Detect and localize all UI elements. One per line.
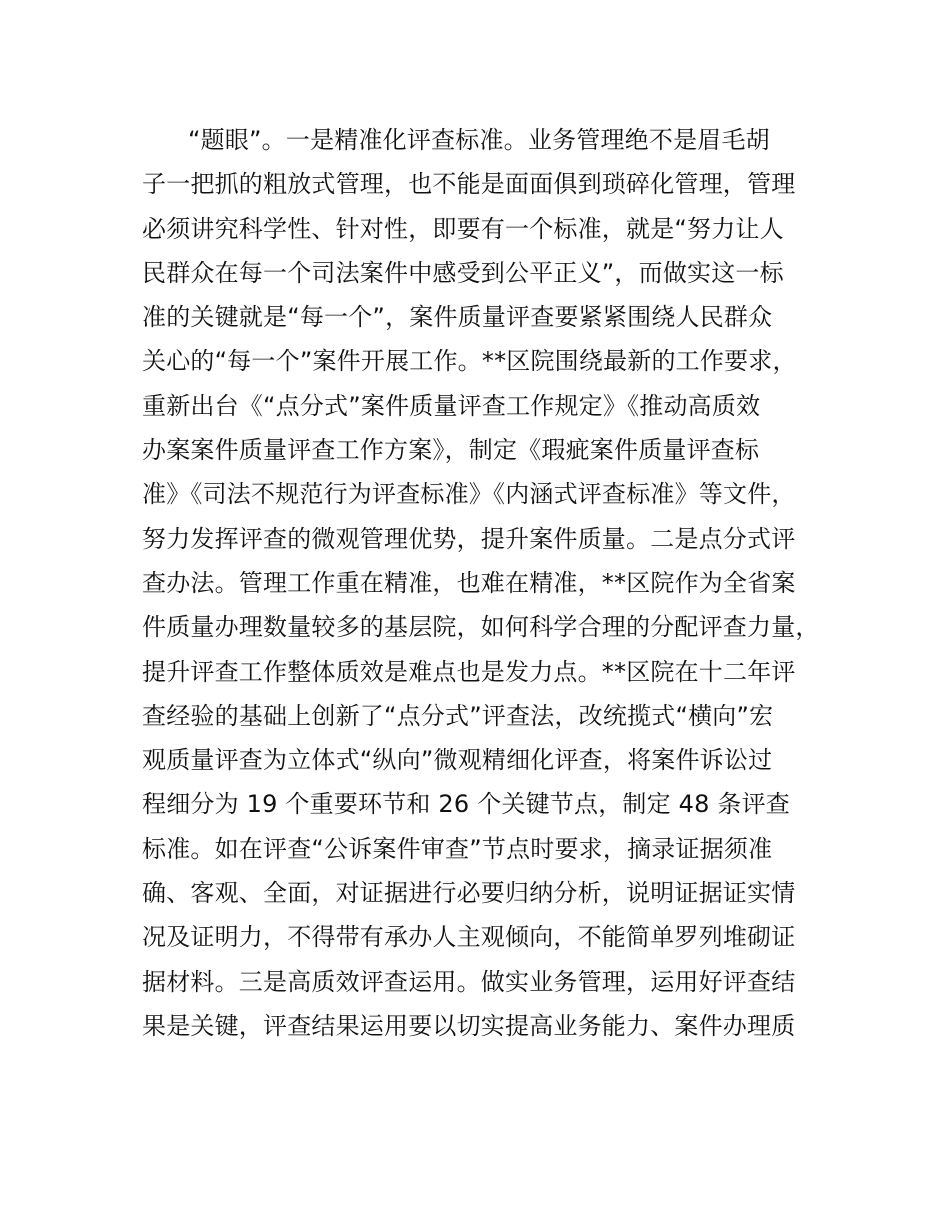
text-line: 程细分为 19 个重要环节和 26 个关键节点，制定 48 条评查 <box>142 790 790 819</box>
text-line: 果是关键，评查结果运用要以切实提高业务能力、案件办理质 <box>142 1011 796 1040</box>
body-text <box>142 118 842 1048</box>
text-line: 民群众在每一个司法案件中感受到公平正义”，而做实这一标 <box>142 258 784 287</box>
text-line: 件质量办理数量较多的基层院，如何科学合理的分配评查力量， <box>142 613 820 642</box>
text-line: 观质量评查为立体式“纵向”微观精细化评查，将案件诉讼过 <box>142 746 773 775</box>
text-line: 准的关键就是“每一个”，案件质量评查要紧紧围绕人民群众 <box>142 303 773 332</box>
text-line: 重新出台《“点分式”案件质量评查工作规定》《推动高质效 <box>142 391 761 420</box>
text-line: 查经验的基础上创新了“点分式”评查法，改统揽式“横向”宏 <box>142 701 774 730</box>
text-line: 关心的“每一个”案件开展工作。**区院围绕最新的工作要求， <box>142 347 797 376</box>
text-line: 查办法。管理工作重在精准，也难在精准，**区院作为全省案 <box>142 568 796 597</box>
text-line: “题眼”。一是精准化评查标准。业务管理绝不是眉毛胡 <box>188 126 770 154</box>
text-line: 办案案件质量评查工作方案》，制定《瑕疵案件质量评查标 <box>142 436 760 465</box>
text-line: 子一把抓的粗放式管理，也不能是面面俱到琐碎化管理，管理 <box>142 170 796 199</box>
text-line: 据材料。三是高质效评查运用。做实业务管理，运用好评查结 <box>142 967 796 996</box>
text-line: 标准。如在评查“公诉案件审查”节点时要求，摘录证据须准 <box>142 834 773 863</box>
text-line: 努力发挥评查的微观管理优势，提升案件质量。二是点分式评 <box>142 524 796 553</box>
text-line: 提升评查工作整体质效是难点也是发力点。**区院在十二年评 <box>142 657 796 686</box>
text-line: 必须讲究科学性、针对性，即要有一个标准，就是“努力让人 <box>142 214 784 243</box>
text-line: 准》《司法不规范行为评查标准》《内涵式评查标准》等文件， <box>142 480 796 509</box>
text-line: 况及证明力，不得带有承办人主观倾向，不能简单罗列堆砌证 <box>142 923 796 952</box>
text-line: 确、客观、全面，对证据进行必要归纳分析，说明证据证实情 <box>142 879 796 908</box>
